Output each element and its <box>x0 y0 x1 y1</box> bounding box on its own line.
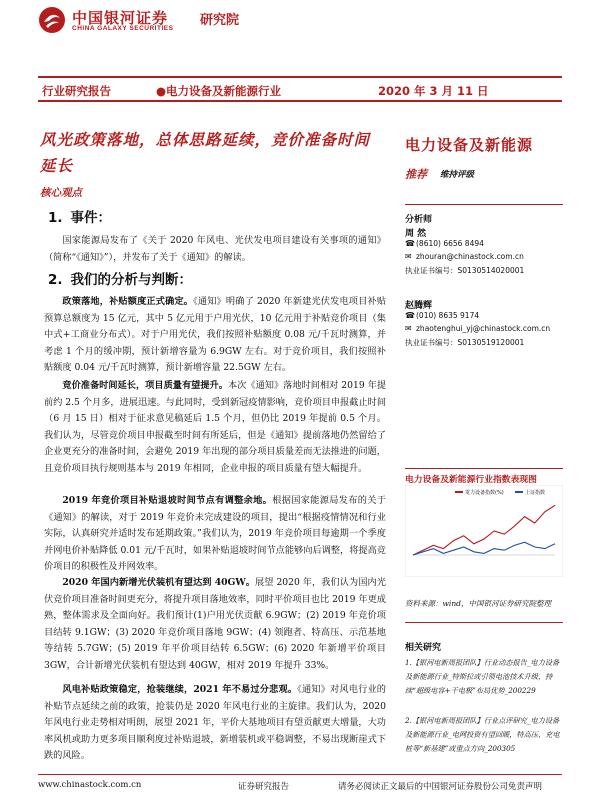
paragraph-body: 根据国家能源局发布的关于《通知》的解读，对于 2019 年竞价未完成建设的项目，提出“根据疫情情况和行业实际，认真研究并适时发布延期政策。”我们认为，2019 年竞价项目每逾期一个季度并网电价补贴降低 0.01 元/千瓦时，如果补贴退坡时间节点能够向后调整，将提高竞价项目的积极性及并网效率。 <box>44 495 386 572</box>
related-item[interactable]: 2.【银河电新周报团队】行业点评研究_电力设备及新能源行业_电网投资有望回暖，特高压、充电桩等“新基建”或重点方向_200305 <box>405 716 560 753</box>
legend-label: 電力设备指数(%) <box>465 490 504 496</box>
page-title: 风光政策落地，总体思路延续，竞价准备时间延长 <box>40 130 371 175</box>
related-research-title: 相关研究 <box>405 643 442 653</box>
chart-legend <box>455 489 545 496</box>
section-number: 1. <box>48 210 63 226</box>
paragraph-body: 展望 2020 年，我们认为国内光伏竞价项目准备时间更充分，将提升项目落地效率，同时平价项目也比 2019 年更成熟，整体需求及全面向好。我们预计(1)户用光伏贡献 6.9GW；(2) 2019 年竞价项目结转 9.1GW；(3) 2020 年竞价项目落地 9GW；(4) 领跑者、特高压、示范基地等结转 5.7GW；(5) 2019 年平价项目结转 6.5GW；(6) 2020 年新增平价项目 3GW，合计新增光伏装机有望达到 40GW，相对 2019 年提升 33%。 <box>44 577 386 671</box>
paragraph-lead: 2020 年国内新增光伏装机有望达到 40GW。 <box>62 577 255 588</box>
paragraph-body: 《通知》明确了 2020 年新建光伏发电项目补贴预算总额度为 15 亿元，其中 5 亿元用于户用光伏，10 亿元用于补贴竞价项目（集中式+工商业分布式）。对于户用光伏，我们按照补贴额度 0.08 元/千瓦时测算，并考虑 1 个月的缓冲期，预计新增容量为 6.9GW 左右。对于竞价项目，我们按照补贴额度 0.04 元/千瓦时测算，预计新增容量 22.5GW 左右。 <box>44 296 387 373</box>
analyst-name: 赵腾辉 <box>405 301 433 311</box>
sidebar-industry-title: 电力设备及新能源 <box>405 136 534 154</box>
report-date: 2020 年 3 月 11 日 <box>378 84 489 98</box>
brand-division: 研究院 <box>200 13 240 28</box>
divider <box>405 622 563 623</box>
paragraph-lead: 2019 年竞价项目补贴退坡时间节点有调整余地。 <box>62 495 273 506</box>
paragraph-body: 本次《通知》落地时间相对 2019 年提前约 2.5 个月多，进展迅速。与此同时，受到新冠疫情影响，竞价项目申报截止时间（6 月 15 日）相对于征求意见稿延后 1.5 个月，但仍比 2019 年提前 0.5 个月。我们认为，尽管竞价项目申报截至时间有所延后，但是《通知》提前落地仍然留给了企业更充分的准备时间，会避免 2019 年出现的部分项目质量差而无法推进的问题，且竞价项目执行规则基本与 2019 年相同，企业申报的项目质量有望大幅提升。 <box>44 380 387 474</box>
email-icon: ✉ <box>405 252 412 261</box>
analyst-cert: 执业证书编号：S0130514020001 <box>405 266 525 275</box>
section-heading-analysis <box>48 268 192 288</box>
section-number: 2. <box>48 272 63 288</box>
email-text[interactable]: zhaotenghui_yj@chinastock.com.cn <box>416 324 551 333</box>
phone-text: (010) 8635 9174 <box>416 311 480 320</box>
divider <box>405 468 563 469</box>
email-icon: ✉ <box>405 324 412 333</box>
section-title: 我们的分析与判断： <box>70 272 193 288</box>
paragraph-lead: 竞价准备时间延长，项目质量有望提升。 <box>62 380 228 391</box>
footer-notice: 请务必阅读正文最后的中国银河证券股份公司免责声明 <box>338 782 543 792</box>
analyst-phone <box>405 311 479 320</box>
index-performance-chart <box>405 485 563 577</box>
report-info-bar <box>38 76 562 102</box>
analyst-email[interactable] <box>405 252 524 261</box>
analyst-email[interactable] <box>405 324 550 333</box>
analyst-name: 周 然 <box>405 229 427 239</box>
paragraph-event: 国家能源局发布了《关于 2020 年风电、光伏发电项目建设有关事项的通知》（简称“《通知》”），并发布了关于《通知》的解读。 <box>44 235 386 263</box>
section-title: 事件： <box>70 210 112 226</box>
core-label: 核心观点 <box>40 187 82 199</box>
paragraph-2020-outlook <box>44 575 386 674</box>
paragraph-bidding-time <box>44 378 386 477</box>
phone-icon: ☎ <box>405 311 415 320</box>
brand-name-cn: 中国银河证券 <box>72 9 169 27</box>
paragraph-body: 《通知》对风电行业的补贴节点延续之前的政策，抢装仍是 2020 年风电行业的主旋律。我们认为，2020 年风电行业走势相对明朗，展望 2021 年，平价大基地项目有望贡献更大增量，大功率风机或助力更多项目顺利度过补贴退坡，新增装机或平稳调整，不易出现断崖式下跌的风险。 <box>44 684 386 761</box>
divider <box>405 204 563 205</box>
page-footer <box>38 774 562 794</box>
report-type: 行业研究报告 <box>42 84 111 98</box>
paragraph-lead: 风电补贴政策稳定，抢装继续，2021 年不易过分悲观。 <box>62 684 298 695</box>
footer-disclaimer: 证券研究报告 <box>238 782 290 792</box>
paragraph-lead: 政策落地，补贴额度正式确定。 <box>62 296 194 307</box>
phone-icon: ☎ <box>405 239 415 248</box>
report-industry: ●电力设备及新能源行业 <box>156 84 282 98</box>
chart-frame <box>405 485 563 577</box>
chart-title: 电力设备及新能源行业指数表现图 <box>405 475 537 485</box>
report-header <box>0 0 600 70</box>
brand-name-en: CHINA GALAXY SECURITIES <box>72 25 174 32</box>
paragraph-subsidy <box>44 294 386 377</box>
analyst-label: 分析师 <box>405 215 433 225</box>
analyst-phone <box>405 239 484 248</box>
phone-text: (8610) 6656 8494 <box>416 239 484 248</box>
paragraph-wind <box>44 682 386 765</box>
email-text[interactable]: zhouran@chinastock.com.cn <box>416 252 524 261</box>
related-item[interactable]: 1.【银河电新周报团队】行业动态报告_电力设备及新能源行业_特斯拉或引领电池技术升级，持续“超级电容+干电极”布局优势_200229 <box>405 658 560 695</box>
rating-label: 推荐 <box>405 168 427 181</box>
analyst-cert: 执业证书编号：S0130519120001 <box>405 338 525 347</box>
footer-website[interactable]: www.chinastock.com.cn <box>38 780 142 790</box>
paragraph-2019-projects <box>44 493 386 576</box>
legend-label: 上证指数 <box>525 490 546 496</box>
chart-source: 资料来源：wind，中国银河证券研究院整理 <box>405 599 551 608</box>
galaxy-logo-icon <box>38 6 66 34</box>
section-heading-event <box>48 206 111 226</box>
rating-value: 维持评级 <box>440 170 475 180</box>
